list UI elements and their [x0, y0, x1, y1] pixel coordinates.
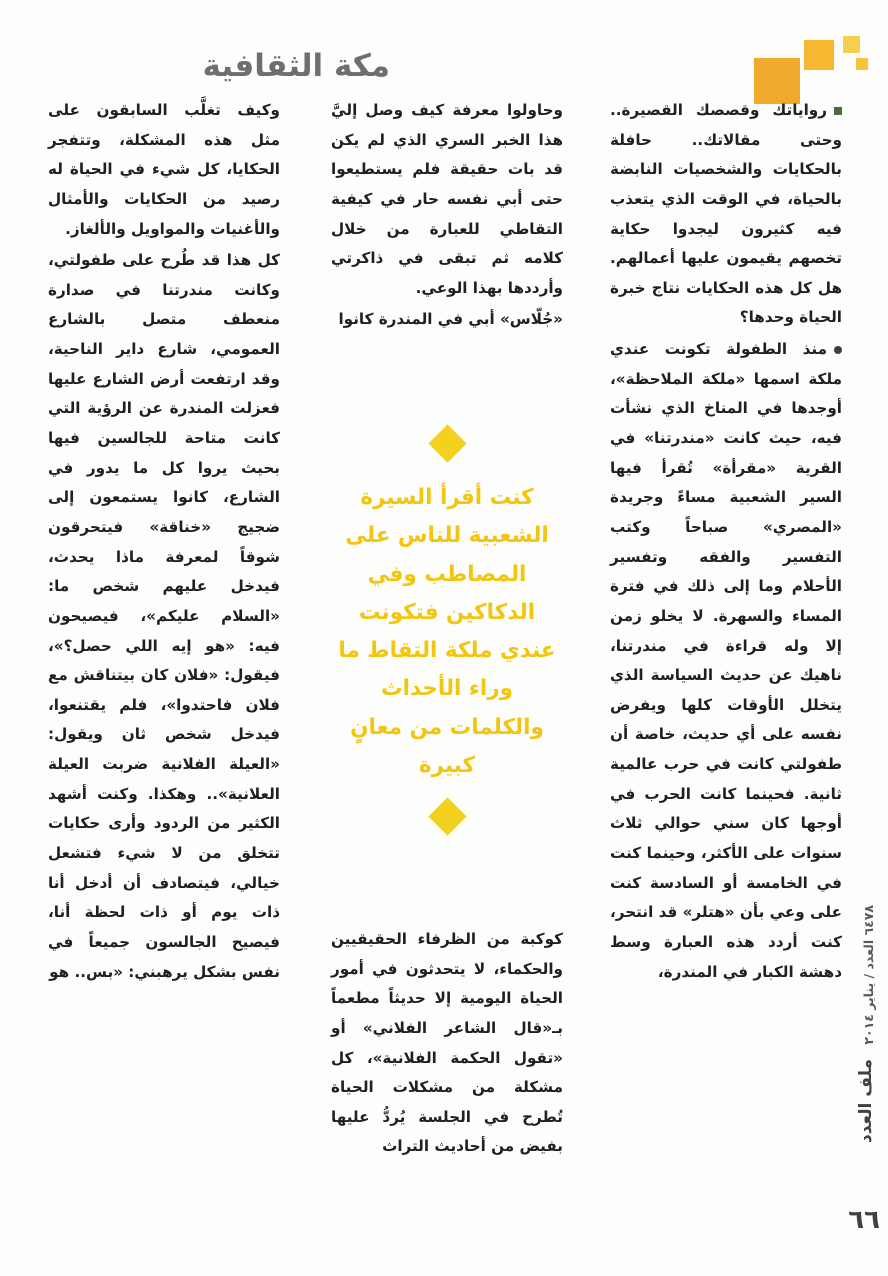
square-bullet-icon	[834, 107, 842, 115]
column-right	[610, 96, 842, 987]
paragraph-question	[610, 96, 842, 333]
page-number: ٦٦	[848, 1205, 880, 1235]
paragraph-text: وحاولوا معرفة كيف وصل إليَّ هذا الخبر السري الذي لم يكن قد بات حقيقة فلم يستطيعوا حتى أبي نفسه حار في كيفية التقاطي للعبارة من خلال كلامه ثم تبقى في ذاكرتي وأرددها بهذا الوعي.	[331, 101, 563, 297]
paragraph-text: كل هذا قد طُرح على طفولتي، وكانت مندرتنا في صدارة منعطف متصل بالشارع العمومي، شارع داير الناحية، وقد ارتفعت أرض الشارع عليها فعزلت المندرة عن الرؤية التي كانت متاحة للجالسين فيها بحيث يروا كل ما يدور في الشارع، كانوا يستمعون إلى ضجيج «خناقة» فيتحرقون شوقاً لمعرفة ماذا يحدث، فيدخل عليهم شخص ما: «السلام عليكم»، فيصيحون فيه: «هو إيه اللي حصل؟»، فيقول: «فلان كان بيتناقش مع فلان فاحتدوا»، فلم يقتنعوا، فيدخل شخص ثان ويقول: «العيلة الفلانية ضربت العيلة العلانية».. وهكذا. وكنت أشهد الكثير من الردود وأرى حكايات تتخلق من لا شيء فتشعل خيالي، فيتصادف أن أدخل أنا ذات يوم أو ذات لحظة أنا، فيصيح الجالسون جميعاً في نفس بشكل يرهبني: «بس.. هو	[48, 251, 280, 981]
pinwheel-squares-logo-icon-secondary	[804, 40, 834, 70]
diamond-ornament-icon-top	[428, 424, 466, 462]
masthead	[0, 22, 888, 100]
pinwheel-squares-logo-icon-quaternary	[856, 58, 868, 70]
pullquote-text: كنت أقرأ السيرة الشعبية للناس على المصاطب وفي الدكاكين فتكونت عندي ملكة التقاط ما وراء الأحداث والكلمات من معانٍ كبيرة	[338, 485, 556, 778]
paragraph-text: رواياتك وقصصك القصيرة.. وحتى مقالاتك.. حافلة بالحكايات والشخصيات النابضة بالحياة، في الوقت الذي يتعذب فيه كثيرون ليجدوا حكاية تخصهم يقيمون عليها أعمالهم. هل كل هذه الحكايات نتاج خبرة الحياة وحدها؟	[610, 101, 842, 327]
masthead-title-text: مكة الثقافية	[202, 48, 390, 84]
pinwheel-squares-logo-icon-tertiary	[843, 36, 860, 53]
paragraph-answer	[610, 335, 842, 987]
issue-label: ٦٤٧٨ العدد / يناير ٢٠١٤	[861, 905, 876, 1045]
paragraph-text: كوكبة من الظرفاء الحقيقيين والحكماء، لا يتحدثون في أمور الحياة اليومية إلا حديثاً مطعماً بـ«قال الشاعر الفلاني» أو «تقول الحكمة الفلانية»، كل مشكلة من مشكلات الحياة تُطرح في الجلسة يُردُّ عليها بفيض من أحاديث التراث	[331, 930, 563, 1156]
paragraph-text: وكيف تغلَّب السابقون على مثل هذه المشكلة، وتتفجر الحكايا، كل شيء في الحياة له رصيد من الحكايات والأمثال والأغنيات والمواويل والألغاز.	[48, 101, 280, 238]
side-tab	[850, 905, 876, 1143]
column-middle-bottom	[331, 925, 563, 1162]
diamond-ornament-icon-bottom	[428, 798, 466, 836]
paragraph-text: منذ الطفولة تكونت عندي ملكة اسمها «ملكة الملاحظة»، أوجدها في المناخ الذي نشأت فيه، حيث كانت «مندرتنا» في القرية «مقرأة» تُقرأ فيها السير الشعبية مساءً وجريدة «المصري» صباحاً وكتب التفسير والفقه وتفسير الأحلام وما إلى ذلك في فترة المساء والسهرة. لا يخلو زمن إلا وله قراءة في مندرتنا، ناهيك عن حديث السياسة الذي يتخلل الأوقات كلها ويفرض نفسه على أي حديث، خاصة أن طفولتي كانت في حرب عالمية ثانية. فحينما كانت الحرب في أوجها كان سني حوالي ثلاث سنوات على الأكثر، وحينما كنت في الخامسة أو السادسة كنت على وعي بأن «هتلر» قد انتحر، كنت أردد هذه العبارة وسط دهشة الكبار في المندرة،	[610, 340, 842, 981]
section-label: ملف العدد	[856, 1058, 876, 1143]
paragraph-text: «جُلّاس» أبي في المندرة كانوا	[338, 310, 563, 329]
pullquote	[331, 430, 563, 830]
column-middle-top	[331, 96, 563, 335]
dot-bullet-icon	[834, 346, 842, 354]
column-left	[48, 96, 280, 987]
